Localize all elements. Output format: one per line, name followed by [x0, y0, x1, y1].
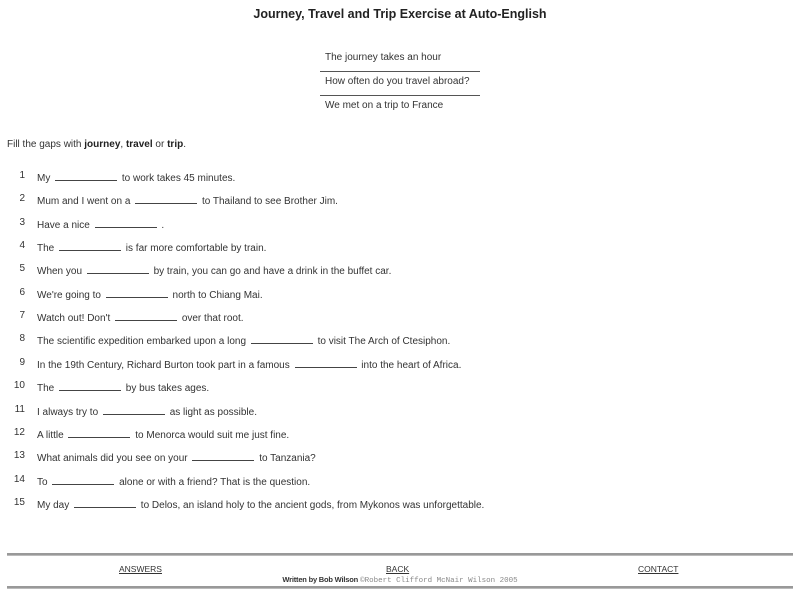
question-text-after: . [161, 220, 165, 231]
answer-gap[interactable] [52, 474, 114, 485]
question-text [37, 380, 209, 394]
question-text-before: To [37, 477, 48, 488]
instructions-suffix: . [183, 139, 186, 150]
question-text-before: The [37, 243, 55, 254]
question-text-after: by bus takes ages. [125, 383, 210, 394]
question-text-after: over that root. [181, 313, 244, 324]
question-number: 5 [19, 263, 25, 274]
question-number: 10 [13, 380, 25, 391]
question-text-before: The [37, 383, 55, 394]
examples-table [320, 48, 480, 119]
answer-gap[interactable] [192, 450, 254, 461]
question-text-before: A little [37, 430, 64, 441]
instructions-sep2: or [152, 139, 168, 150]
question-number: 15 [13, 497, 25, 508]
question-text-before: The scientific expedition embarked upon a long [37, 336, 247, 347]
example-trip: We met on a trip to France [325, 100, 444, 111]
instructions [7, 139, 186, 150]
question-number: 4 [19, 240, 25, 251]
question-text [37, 357, 461, 371]
example-travel: How often do you travel abroad? [320, 72, 480, 96]
answer-gap[interactable] [68, 427, 130, 438]
question-number: 8 [19, 333, 25, 344]
question-number: 14 [13, 474, 25, 485]
question-text-before: Have a nice [37, 220, 90, 231]
question-number: 11 [14, 404, 25, 415]
question-number: 7 [19, 310, 25, 321]
question-text-before: I always try to [37, 407, 99, 418]
question-text-after: to Delos, an island holy to the ancient gods, from Mykonos was unforgettable. [140, 500, 485, 511]
question-text [37, 170, 235, 184]
question-text-before: Mum and I went on a [37, 196, 131, 207]
question-text-after: to Thailand to see Brother Jim. [201, 196, 338, 207]
word-trip: trip [167, 139, 184, 150]
question-text-before: When you [37, 266, 83, 277]
question-text-after: to Menorca would suit me just fine. [135, 430, 290, 441]
question-text-after: north to Chiang Mai. [172, 290, 263, 301]
contact-link[interactable]: CONTACT [638, 564, 679, 574]
answer-gap[interactable] [95, 217, 157, 228]
question-text-after: by train, you can go and have a drink in the buffet car. [153, 266, 392, 277]
back-link[interactable]: BACK [386, 564, 410, 574]
question-text-after: to Tanzania? [259, 453, 316, 464]
question-text [37, 263, 391, 277]
question-text [37, 333, 450, 347]
page-title: Journey, Travel and Trip Exercise at Auto-English [253, 7, 547, 21]
answer-gap[interactable] [59, 240, 121, 251]
word-journey: journey [84, 139, 121, 150]
question-number: 1 [19, 170, 25, 181]
question-number: 2 [19, 193, 25, 204]
question-text-before: Watch out! Don't [37, 313, 111, 324]
word-travel: travel [125, 139, 153, 150]
question-text [37, 404, 257, 418]
question-text-after: alone or with a friend? That is the question. [119, 477, 311, 488]
question-text-after: is far more comfortable by train. [125, 243, 267, 254]
answers-link[interactable]: ANSWERS [119, 564, 162, 574]
question-number: 3 [19, 217, 25, 228]
answer-gap[interactable] [295, 357, 357, 368]
footer-top-divider [7, 553, 793, 556]
copyright-notice: ©Robert Clifford McNair Wilson 2005 [360, 577, 518, 585]
question-number: 6 [19, 287, 25, 298]
question-text [37, 497, 484, 511]
answer-gap[interactable] [115, 310, 177, 321]
answer-gap[interactable] [251, 333, 313, 344]
question-text [37, 217, 164, 231]
answer-gap[interactable] [103, 404, 165, 415]
question-number: 12 [13, 427, 25, 438]
question-text-before: My [37, 173, 51, 184]
instructions-prefix: Fill the gaps with [7, 139, 85, 150]
answer-gap[interactable] [106, 287, 168, 298]
question-text-before: What animals did you see on your [37, 453, 188, 464]
question-text [37, 240, 266, 254]
question-text [37, 193, 338, 207]
example-journey: The journey takes an hour [320, 48, 480, 72]
question-text-before: We're going to [37, 290, 101, 301]
footer-bottom-divider [7, 586, 793, 589]
question-text-after: into the heart of Africa. [361, 360, 462, 371]
question-text [37, 287, 263, 301]
question-text [37, 450, 316, 464]
question-number: 9 [19, 357, 25, 368]
question-text-before: My day [37, 500, 70, 511]
answer-gap[interactable] [87, 263, 149, 274]
answer-gap[interactable] [135, 193, 197, 204]
question-text [37, 427, 289, 441]
question-text [37, 310, 244, 324]
question-number: 13 [13, 450, 25, 461]
question-text-after: to visit The Arch of Ctesiphon. [317, 336, 451, 347]
answer-gap[interactable] [59, 380, 121, 391]
question-text-after: to work takes 45 minutes. [121, 173, 236, 184]
question-text-after: as light as possible. [169, 407, 257, 418]
question-text-before: In the 19th Century, Richard Burton took part in a famous [37, 360, 290, 371]
answer-gap[interactable] [55, 170, 117, 181]
credit-line [0, 575, 800, 585]
author-credit: Written by Bob Wilson [282, 575, 358, 584]
question-text [37, 474, 310, 488]
instructions-sep1: , [120, 139, 126, 150]
answer-gap[interactable] [74, 497, 136, 508]
